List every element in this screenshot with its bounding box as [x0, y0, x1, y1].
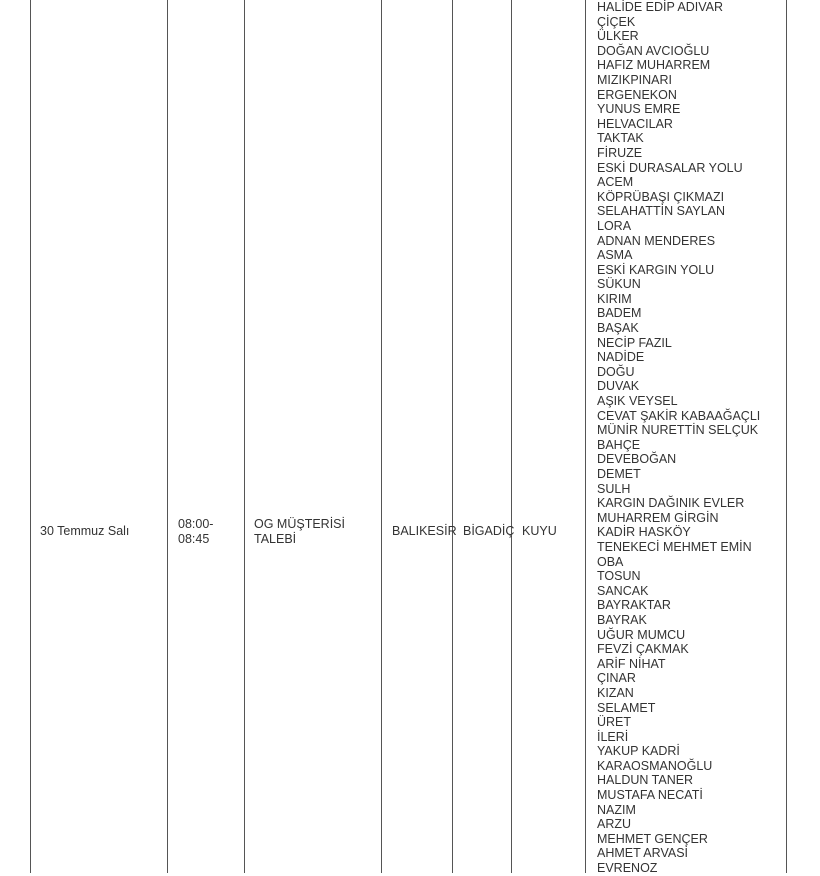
- street-item: FİRUZE: [597, 145, 643, 160]
- street-item: HELVACILAR: [597, 116, 673, 131]
- street-item: EVRENOZ: [597, 861, 658, 876]
- street-item: MIZIKPINARI: [597, 72, 673, 87]
- district-cell: [463, 524, 514, 539]
- street-item: SELAHATTİN SAYLAN: [597, 204, 726, 219]
- street-item: BADEM: [597, 306, 642, 321]
- column-border: [585, 0, 586, 873]
- street-item: KÖPRÜBAŞI ÇIKMAZI: [597, 189, 725, 204]
- street-list: [597, 0, 760, 876]
- neighborhood-text: KUYU: [522, 524, 557, 538]
- street-item: HAFIZ MUHARREM: [597, 58, 711, 73]
- street-item: HALDUN TANER: [597, 773, 694, 788]
- street-item: DOĞU: [597, 364, 635, 379]
- time-cell: [178, 517, 213, 546]
- neighborhood-cell: [522, 524, 557, 539]
- street-item: UĞUR MUMCU: [597, 627, 686, 642]
- street-item: NAZIM: [597, 802, 636, 817]
- street-item: HALİDE EDİP ADIVAR: [597, 0, 723, 14]
- street-item: BAŞAK: [597, 321, 639, 336]
- time-start: 08:00-: [178, 517, 214, 531]
- date-cell: [40, 524, 129, 539]
- column-border: [30, 0, 31, 873]
- street-item: KARGIN DAĞINIK EVLER: [597, 496, 745, 511]
- street-item: DUVAK: [597, 379, 640, 394]
- district-text: BİGADİÇ: [463, 524, 515, 538]
- reason-cell: [254, 517, 345, 546]
- column-border: [244, 0, 245, 873]
- street-item: ESKİ KARGIN YOLU: [597, 262, 715, 277]
- street-item: ÜLKER: [597, 29, 639, 44]
- street-item: KIZAN: [597, 685, 634, 700]
- column-border: [452, 0, 453, 873]
- column-border: [381, 0, 382, 873]
- province-text: BALIKESİR: [392, 524, 457, 538]
- street-item: ÜRET: [597, 715, 632, 730]
- street-item: YAKUP KADRİ: [597, 744, 680, 759]
- reason-line-1: OG MÜŞTERİSİ: [254, 517, 345, 531]
- street-item: BAYRAK: [597, 612, 647, 627]
- street-item: OBA: [597, 554, 624, 569]
- street-item: BAYRAKTAR: [597, 598, 671, 613]
- street-item: ERGENEKON: [597, 87, 677, 102]
- street-item: NECİP FAZIL: [597, 335, 672, 350]
- street-item: ARZU: [597, 817, 632, 832]
- street-item: MEHMET GENÇER: [597, 831, 708, 846]
- street-item: KARAOSMANOĞLU: [597, 758, 713, 773]
- street-item: YUNUS EMRE: [597, 102, 681, 117]
- street-item: İLERİ: [597, 729, 629, 744]
- street-item: TENEKECİ MEHMET EMİN: [597, 539, 752, 554]
- street-item: KIRIM: [597, 291, 632, 306]
- street-item: ESKİ DURASALAR YOLU: [597, 160, 743, 175]
- street-item: ADNAN MENDERES: [597, 233, 716, 248]
- street-item: MUHARREM GİRGİN: [597, 510, 719, 525]
- street-item: CEVAT ŞAKİR KABAAĞAÇLI: [597, 408, 761, 423]
- reason-line-2: TALEBİ: [254, 531, 297, 546]
- street-item: ASMA: [597, 248, 633, 263]
- street-item: SULH: [597, 481, 631, 496]
- street-item: DEVEBOĞAN: [597, 452, 677, 467]
- column-border: [786, 0, 787, 873]
- street-item: AŞIK VEYSEL: [597, 394, 678, 409]
- province-cell: [392, 524, 457, 539]
- street-item: ACEM: [597, 175, 634, 190]
- street-item: FEVZİ ÇAKMAK: [597, 642, 689, 657]
- street-item: LORA: [597, 218, 632, 233]
- street-item: MÜNİR NURETTİN SELÇUK: [597, 423, 759, 438]
- street-item: SELAMET: [597, 700, 656, 715]
- street-item: MUSTAFA NECATİ: [597, 788, 703, 803]
- street-item: ÇINAR: [597, 671, 636, 686]
- street-item: SÜKUN: [597, 277, 641, 292]
- street-item: DEMET: [597, 467, 641, 481]
- column-border: [511, 0, 512, 873]
- street-item: AHMET ARVASİ: [597, 846, 689, 861]
- street-item: KADİR HASKÖY: [597, 525, 691, 540]
- street-item: TOSUN: [597, 569, 641, 584]
- column-border: [167, 0, 168, 873]
- street-item: TAKTAK: [597, 131, 644, 146]
- street-item: SANCAK: [597, 583, 649, 598]
- time-end: 08:45: [178, 531, 210, 546]
- street-item: DOĞAN AVCIOĞLU: [597, 43, 710, 58]
- street-item: NADİDE: [597, 350, 645, 365]
- date-text: 30 Temmuz Salı: [40, 524, 130, 538]
- street-item: ÇİÇEK: [597, 14, 636, 29]
- street-item: BAHÇE: [597, 437, 641, 452]
- street-item: ARİF NİHAT: [597, 656, 666, 671]
